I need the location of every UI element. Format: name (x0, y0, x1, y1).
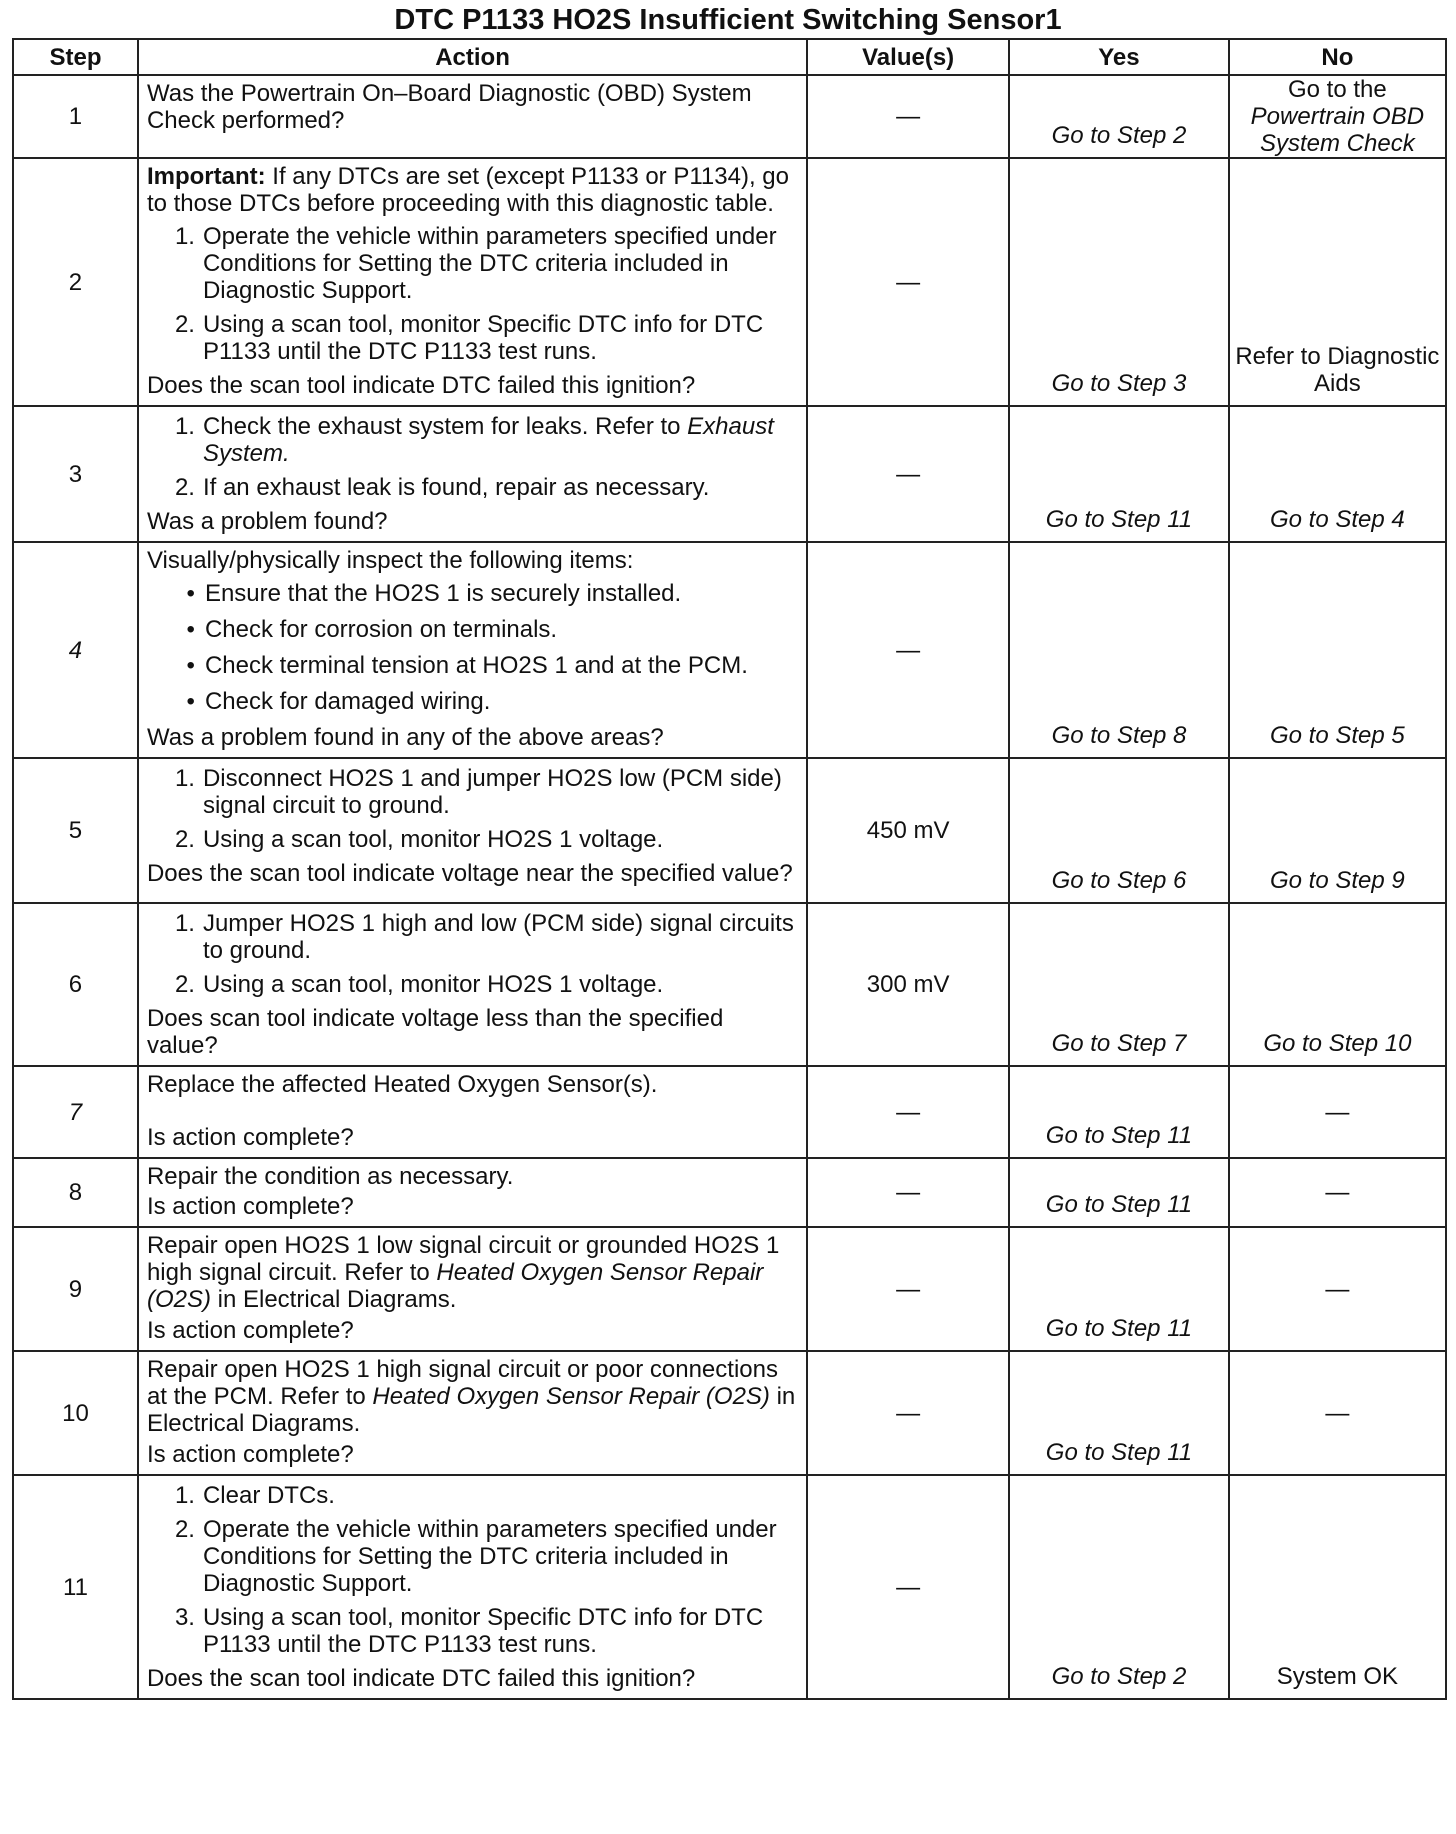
header-no: No (1229, 39, 1446, 75)
action-text-part: in Electrical Diagrams. (146, 1383, 796, 1437)
diagnostic-table (12, 38, 1447, 1700)
numbered-list (147, 765, 798, 853)
yes-cell: Go to Step 3 (1009, 158, 1229, 406)
header-action: Action (138, 39, 807, 75)
action-cell (138, 158, 807, 406)
action-text: Visually/physically inspect the following items: (146, 547, 634, 574)
list-item-text: Jumper HO2S 1 high and low (PCM side) signal circuits to ground. (202, 910, 794, 964)
empty-value: — (1325, 1179, 1350, 1206)
list-item-text: Operate the vehicle within parameters specified under Conditions for Setting the DTC criteria included in Diagnostic Support. (202, 223, 777, 304)
step-number: 4 (13, 542, 138, 758)
no-ref-line: Powertrain OBD (1250, 103, 1425, 130)
action-question: Is action complete? (146, 1317, 354, 1344)
no-text-line: Go to the (1288, 76, 1387, 103)
action-text (147, 1356, 798, 1437)
no-cell (1229, 75, 1446, 158)
table-row (13, 1227, 1446, 1351)
list-item-text: Check the exhaust system for leaks. Refer to (202, 413, 681, 440)
list-item: 2. Using a scan tool, monitor HO2S 1 voltage. (174, 971, 664, 998)
header-value: Value(s) (807, 39, 1009, 75)
list-item-text: Using a scan tool, monitor Specific DTC info for DTC P1133 until the DTC P1133 test runs. (202, 1604, 764, 1658)
no-cell: Go to Step 4 (1229, 406, 1446, 542)
list-item-text: Operate the vehicle within parameters specified under Conditions for Setting the DTC criteria included in Diagnostic Support. (202, 1516, 777, 1597)
action-cell (138, 1475, 807, 1699)
step-number: 11 (13, 1475, 138, 1699)
step-number: 1 (13, 75, 138, 158)
reference-link-text: Heated Oxygen Sensor Repair (O2S) (372, 1383, 770, 1410)
step-number: 3 (13, 406, 138, 542)
no-cell: Go to Step 9 (1229, 758, 1446, 903)
important-label: Important: (146, 163, 266, 190)
list-item: 1. Clear DTCs. (174, 1482, 335, 1509)
value-cell (807, 542, 1009, 758)
list-item: 1. Operate the vehicle within parameters specified under Conditions for Setting the DTC criteria included in Diagnostic Support. (147, 223, 798, 304)
page-title: DTC P1133 HO2S Insufficient Switching Sensor1 (394, 4, 1062, 36)
table-row (13, 1066, 1446, 1158)
empty-value: — (1325, 1275, 1350, 1303)
numbered-list (147, 223, 798, 365)
header-row (13, 39, 1446, 75)
no-cell (1229, 1227, 1446, 1351)
important-text: If any DTCs are set (except P1133 or P1134), go to those DTCs before proceeding with this diagnostic table. (146, 163, 789, 217)
list-item-text: Using a scan tool, monitor HO2S 1 voltage. (202, 971, 664, 998)
action-question: Does the scan tool indicate DTC failed this ignition? (146, 1665, 696, 1692)
step-number: 8 (13, 1158, 138, 1227)
empty-value: — (896, 1275, 921, 1303)
table-row (13, 903, 1446, 1066)
action-question: Was a problem found in any of the above areas? (146, 724, 664, 751)
step-number: 5 (13, 758, 138, 903)
yes-cell: Go to Step 11 (1009, 1351, 1229, 1475)
action-cell (138, 758, 807, 903)
yes-cell: Go to Step 11 (1009, 1066, 1229, 1158)
table-row (13, 758, 1446, 903)
table-row (13, 1351, 1446, 1475)
action-question: Was a problem found? (146, 508, 388, 535)
list-item: • Check for damaged wiring. (186, 688, 491, 715)
yes-cell: Go to Step 8 (1009, 542, 1229, 758)
action-cell (138, 1351, 807, 1475)
list-item-text: Disconnect HO2S 1 and jumper HO2S low (PCM side) signal circuit to ground. (202, 765, 782, 819)
table-row (13, 1475, 1446, 1699)
table-row (13, 1158, 1446, 1227)
empty-value: — (896, 1399, 921, 1427)
empty-value: — (896, 1098, 921, 1126)
empty-value: — (896, 636, 921, 664)
table-row (13, 542, 1446, 758)
no-cell: Go to Step 10 (1229, 903, 1446, 1066)
value-cell (807, 1066, 1009, 1158)
step-number: 10 (13, 1351, 138, 1475)
action-question: Does the scan tool indicate DTC failed this ignition? (146, 372, 696, 399)
action-text (147, 1232, 798, 1313)
action-cell (138, 75, 807, 158)
table-row (13, 406, 1446, 542)
empty-value: — (896, 460, 921, 488)
list-item-text: Clear DTCs. (202, 1482, 335, 1509)
header-yes: Yes (1009, 39, 1229, 75)
list-item: 1. Disconnect HO2S 1 and jumper HO2S low (PCM side) signal circuit to ground. (147, 765, 798, 819)
numbered-list (147, 413, 798, 501)
table-row (13, 158, 1446, 406)
value-cell (807, 1351, 1009, 1475)
list-item: 3. Using a scan tool, monitor Specific DTC info for DTC P1133 until the DTC P1133 test runs. (147, 1604, 798, 1658)
yes-cell: Go to Step 2 (1009, 1475, 1229, 1699)
yes-cell: Go to Step 2 (1009, 75, 1229, 158)
value-cell (807, 1158, 1009, 1227)
step-number: 6 (13, 903, 138, 1066)
reference-link-text: Heated Oxygen Sensor Repair (O2S) (146, 1259, 764, 1313)
empty-value: — (1325, 1098, 1350, 1126)
action-cell (138, 406, 807, 542)
action-cell (138, 1158, 807, 1227)
bullet-list (147, 580, 798, 715)
action-cell (138, 1066, 807, 1158)
action-cell (138, 542, 807, 758)
header-step: Step (13, 39, 138, 75)
empty-value: — (896, 1179, 921, 1206)
step-number: 9 (13, 1227, 138, 1351)
no-cell (1229, 1351, 1446, 1475)
empty-value: — (896, 1573, 921, 1601)
list-item: 2. If an exhaust leak is found, repair as necessary. (174, 474, 710, 501)
action-question: Does the scan tool indicate voltage near the specified value? (146, 860, 793, 887)
list-item: • Check for corrosion on terminals. (186, 616, 558, 643)
value-cell (807, 158, 1009, 406)
empty-value: — (896, 268, 921, 296)
no-cell: Refer to Diagnostic Aids (1229, 158, 1446, 406)
table-row (13, 75, 1446, 158)
list-item: 2. Using a scan tool, monitor Specific DTC info for DTC P1133 until the DTC P1133 test runs. (147, 311, 798, 365)
no-cell: System OK (1229, 1475, 1446, 1699)
yes-cell: Go to Step 7 (1009, 903, 1229, 1066)
list-item: 1. Jumper HO2S 1 high and low (PCM side) signal circuits to ground. (147, 910, 798, 964)
action-text-part: in Electrical Diagrams. (217, 1286, 457, 1313)
list-item: 1. Check the exhaust system for leaks. Refer to Exhaust System. (174, 413, 774, 467)
step-number: 7 (13, 1066, 138, 1158)
action-question: Does scan tool indicate voltage less than the specified value? (146, 1005, 724, 1059)
yes-cell: Go to Step 11 (1009, 1227, 1229, 1351)
action-text-part: Repair open HO2S 1 low signal circuit or grounded HO2S 1 high signal circuit. Refer to (146, 1232, 780, 1286)
list-item-text: Check terminal tension at HO2S 1 and at the PCM. (204, 652, 748, 679)
list-item: • Check terminal tension at HO2S 1 and at the PCM. (186, 652, 748, 679)
reference-link-text: Exhaust System. (202, 413, 774, 467)
list-item: 2. Operate the vehicle within parameters specified under Conditions for Setting the DTC criteria included in Diagnostic Support. (147, 1516, 798, 1597)
no-cell (1229, 1066, 1446, 1158)
value-cell (807, 1227, 1009, 1351)
yes-cell: Go to Step 11 (1009, 406, 1229, 542)
value-cell: 300 mV (807, 903, 1009, 1066)
value-cell (807, 1475, 1009, 1699)
list-item-text: Using a scan tool, monitor Specific DTC info for DTC P1133 until the DTC P1133 test runs. (202, 311, 764, 365)
no-cell: Go to Step 5 (1229, 542, 1446, 758)
value-cell: 450 mV (807, 758, 1009, 903)
list-item-text: Ensure that the HO2S 1 is securely installed. (204, 580, 682, 607)
numbered-list (147, 1482, 798, 1658)
action-question: Is action complete? (146, 1124, 354, 1151)
action-text-part: Repair open HO2S 1 high signal circuit or poor connections at the PCM. Refer to (146, 1356, 778, 1410)
action-text: Repair the condition as necessary. (146, 1163, 514, 1190)
step-number: 2 (13, 158, 138, 406)
action-cell (138, 903, 807, 1066)
yes-cell: Go to Step 6 (1009, 758, 1229, 903)
no-ref-line: System Check (1260, 130, 1415, 157)
action-cell (138, 1227, 807, 1351)
action-text: Replace the affected Heated Oxygen Sensor(s). (146, 1071, 658, 1098)
list-item-text: Check for damaged wiring. (204, 688, 491, 715)
action-question: Is action complete? (146, 1441, 354, 1468)
list-item-text: Using a scan tool, monitor HO2S 1 voltage. (202, 826, 664, 853)
list-item-text: Check for corrosion on terminals. (204, 616, 558, 643)
value-cell (807, 75, 1009, 158)
empty-value: — (1325, 1399, 1350, 1427)
list-item: • Ensure that the HO2S 1 is securely installed. (186, 580, 682, 607)
important-note (147, 163, 798, 217)
numbered-list (147, 910, 798, 998)
empty-value: — (896, 103, 921, 130)
list-item: 2. Using a scan tool, monitor HO2S 1 voltage. (174, 826, 664, 853)
action-question: Is action complete? (146, 1193, 354, 1220)
action-text: Was the Powertrain On–Board Diagnostic (OBD) System Check performed? (146, 80, 752, 134)
value-cell (807, 406, 1009, 542)
no-cell (1229, 1158, 1446, 1227)
yes-cell: Go to Step 11 (1009, 1158, 1229, 1227)
list-item-text: If an exhaust leak is found, repair as necessary. (202, 474, 710, 501)
